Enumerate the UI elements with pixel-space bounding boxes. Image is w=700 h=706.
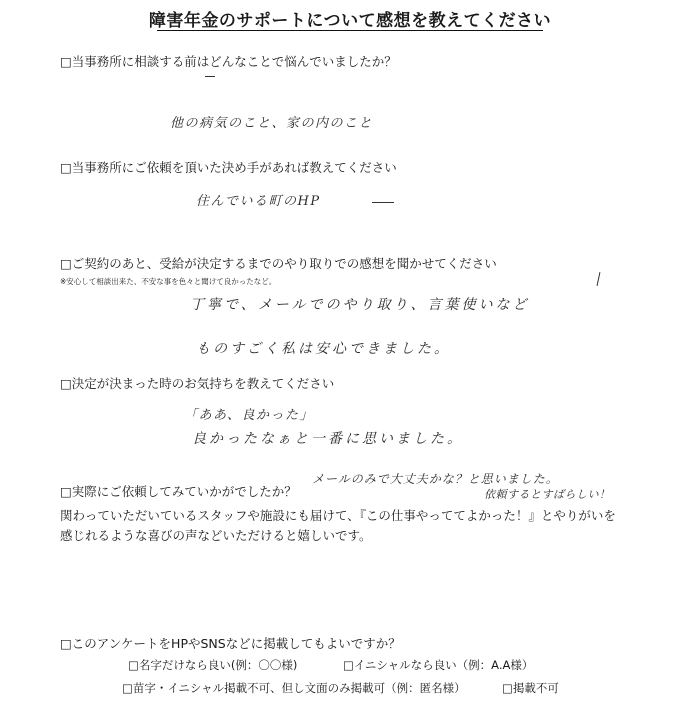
page-title: 障害年金のサポートについて感想を教えてください [148,11,552,31]
question-3-note: ※安心して相談出来た、不安な事を色々と聞けて良かったなど。 [60,277,277,286]
answer-4-line-2: 良かったなぁと一番に思いました。 [192,431,464,447]
question-1: □当事務所に相談する前はどんなことで悩んでいましたか？ [60,54,397,69]
question-5-body-2: 感じれるような喜びの声などいただけると嬉しいです。 [60,528,372,543]
answer-5-line-1: メールのみで大丈夫かな？と思いました。 [312,472,559,486]
answer-3-line-2: ものすごく私は安心できました。 [196,341,451,357]
question-6: □このアンケートをHPやSNSなどに掲載してもよいですか？ [60,636,401,651]
question-4: □決定が決まった時のお気持ちを教えてください [60,376,335,391]
title-underline [157,30,543,31]
pen-mark [372,202,394,203]
option-no-publication[interactable]: □掲載不可 [502,681,559,695]
question-2: □当事務所にご依頼を頂いた決め手があれば教えてください [60,160,397,175]
question-3: □ご契約のあと、受給が決定するまでのやり取りでの感想を聞かせてください [60,256,497,271]
question-5: □実際にご依頼してみていかがでしたか？ [60,484,297,499]
answer-2: 住んでいる町のHP [196,194,321,209]
pen-mark [205,76,215,77]
option-initials-only[interactable]: □イニシャルなら良い（例：A.A様） [343,658,534,672]
answer-1: 他の病気のこと、家の内のこと [170,116,374,131]
answer-5-line-2: 依頼するとすばらしい！ [484,488,611,501]
question-5-body-1: 関わっていただいているスタッフや施設にも届けて、『この仕事やっててよかった！』とやりがいを [60,508,616,523]
option-surname-only[interactable]: □名字だけなら良い(例：〇〇様) [128,658,298,672]
answer-3-line-1: 丁寧で、メールでのやり取り、言葉使いなど [190,297,530,313]
option-anonymous-text-only[interactable]: □苗字・イニシャル掲載不可、但し文面のみ掲載可（例：匿名様） [122,681,466,695]
pen-mark [597,272,601,286]
answer-4-line-1: 「ああ、良かった」 [184,408,314,423]
